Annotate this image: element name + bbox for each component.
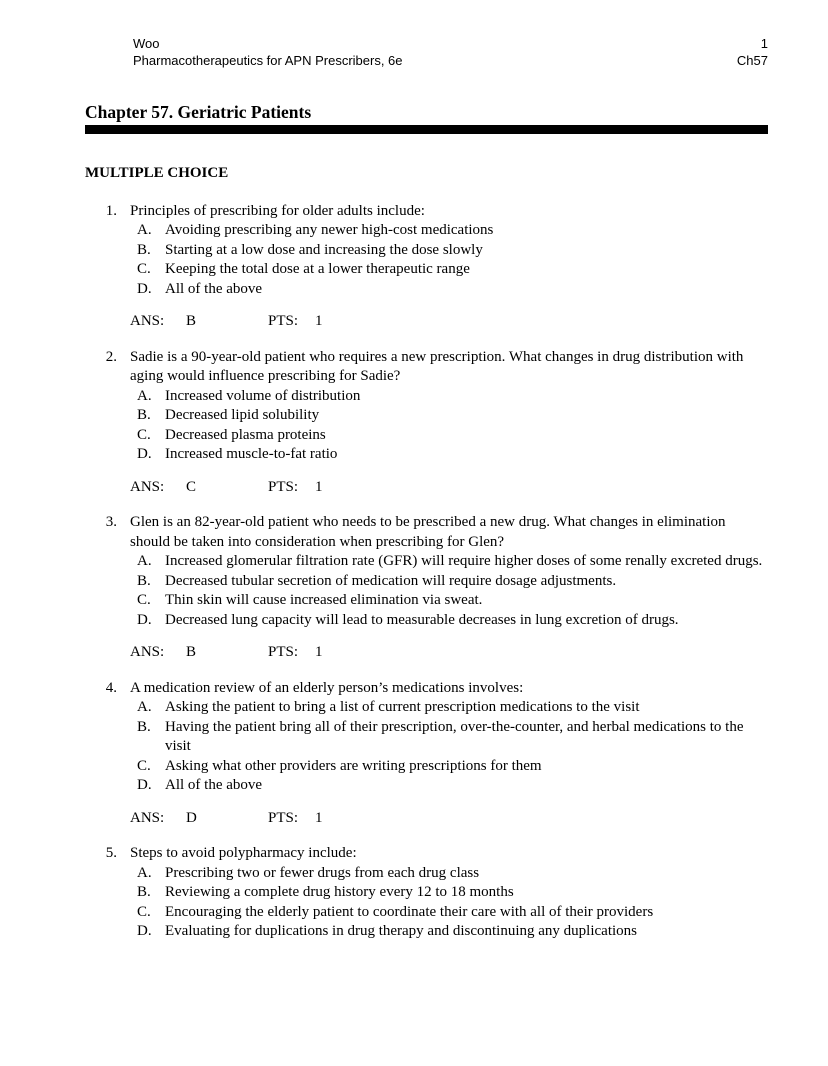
- running-header: [133, 35, 768, 69]
- option-letter: B.: [137, 407, 151, 423]
- question-number: 4.: [105, 679, 117, 696]
- option-row: [130, 406, 768, 426]
- points-value: 1: [315, 478, 323, 495]
- option-text: Encouraging the elderly patient to coordinate their care with all of their providers: [165, 903, 654, 920]
- question-body: [130, 513, 768, 663]
- option-text: Evaluating for duplications in drug therapy and discontinuing any duplications: [165, 923, 637, 939]
- answer-label: ANS:: [130, 644, 165, 660]
- option-text: Decreased lung capacity will lead to measurable decreases in lung excretion of drugs.: [165, 611, 679, 628]
- question-block: [85, 844, 768, 942]
- option-row: [130, 757, 768, 777]
- question-block: [85, 513, 768, 663]
- answer-row: [130, 478, 768, 498]
- section-heading: MULTIPLE CHOICE: [85, 165, 229, 181]
- question-text: Sadie is a 90-year-old patient who requires a new prescription. What changes in drug distribution with aging would influence prescribing for Sadie?: [130, 348, 744, 384]
- option-row: [130, 241, 768, 261]
- option-letter: B.: [137, 884, 151, 900]
- option-letter: A.: [137, 699, 152, 715]
- option-row: [130, 611, 768, 631]
- option-text: Asking what other providers are writing prescriptions for them: [165, 757, 542, 774]
- option-text: Increased muscle-to-fat ratio: [165, 446, 338, 462]
- option-letter: C.: [137, 757, 151, 774]
- question-text: Principles of prescribing for older adults include:: [130, 202, 425, 219]
- header-page-number: 1: [760, 36, 768, 51]
- option-letter: C.: [137, 903, 151, 920]
- option-text: Increased glomerular filtration rate (GFR) will require higher doses of some renally excreted drugs.: [165, 553, 763, 569]
- options-list: [130, 552, 768, 630]
- answer-row: [130, 643, 768, 663]
- option-letter: C.: [137, 261, 151, 277]
- chapter-heading-rule: [85, 125, 768, 134]
- option-text: All of the above: [165, 777, 263, 793]
- option-row: [130, 698, 768, 718]
- option-letter: B.: [137, 241, 151, 258]
- option-row: [130, 591, 768, 611]
- question-block: [85, 348, 768, 498]
- option-letter: D.: [137, 280, 152, 297]
- option-text: Asking the patient to bring a list of current prescription medications to the visit: [165, 699, 640, 715]
- option-letter: B.: [137, 572, 151, 589]
- option-letter: D.: [137, 777, 152, 793]
- options-list: [130, 698, 768, 796]
- answer-label: ANS:: [130, 478, 165, 495]
- question-body: [130, 844, 768, 942]
- header-left: [133, 35, 403, 69]
- option-row: [130, 280, 768, 300]
- option-row: [130, 445, 768, 465]
- options-list: [130, 221, 768, 299]
- points-label: PTS:: [268, 313, 299, 329]
- question-text: Glen is an 82-year-old patient who needs to be prescribed a new drug. What changes in elimination should be taken into consideration when prescribing for Glen?: [130, 514, 726, 550]
- answer-row: [130, 809, 768, 829]
- answer-value: D: [186, 809, 197, 826]
- option-row: [130, 883, 768, 903]
- option-letter: A.: [137, 553, 152, 569]
- option-text: Starting at a low dose and increasing the dose slowly: [165, 241, 483, 258]
- question-number: 5.: [105, 845, 117, 861]
- question-number: 2.: [105, 348, 117, 365]
- answer-value: B: [186, 644, 197, 660]
- option-text: Reviewing a complete drug history every 12 to 18 months: [165, 884, 514, 900]
- option-letter: C.: [137, 592, 151, 608]
- option-letter: A.: [137, 222, 152, 238]
- answer-label: ANS:: [130, 809, 165, 826]
- option-text: Thin skin will cause increased elimination via sweat.: [165, 592, 483, 608]
- points-label: PTS:: [268, 644, 299, 660]
- option-row: [130, 776, 768, 796]
- answer-label: ANS:: [130, 313, 165, 329]
- option-row: [130, 260, 768, 280]
- points-label: PTS:: [268, 809, 299, 826]
- option-text: Keeping the total dose at a lower therapeutic range: [165, 261, 470, 277]
- option-letter: A.: [137, 387, 152, 404]
- option-text: Increased volume of distribution: [165, 387, 361, 404]
- question-body: [130, 202, 768, 332]
- questions-list: [85, 202, 768, 942]
- option-row: [130, 426, 768, 446]
- option-letter: D.: [137, 446, 152, 462]
- chapter-heading: Chapter 57. Geriatric Patients: [85, 102, 312, 122]
- option-text: Prescribing two or fewer drugs from each drug class: [165, 864, 480, 881]
- points-label: PTS:: [268, 478, 299, 495]
- option-letter: B.: [137, 718, 151, 735]
- option-text: All of the above: [165, 280, 263, 297]
- option-row: [130, 922, 768, 942]
- points-value: 1: [315, 313, 323, 329]
- option-letter: C.: [137, 426, 151, 443]
- question-block: [85, 202, 768, 332]
- options-list: [130, 864, 768, 942]
- option-row: [130, 903, 768, 923]
- option-row: [130, 572, 768, 592]
- question-number: 1.: [105, 202, 117, 219]
- points-value: 1: [315, 809, 323, 826]
- header-author: Woo: [133, 36, 160, 51]
- header-book-title: Pharmacotherapeutics for APN Prescribers, 6e: [133, 53, 403, 68]
- option-letter: D.: [137, 923, 152, 939]
- option-row: [130, 864, 768, 884]
- question-block: [85, 679, 768, 829]
- option-letter: A.: [137, 864, 152, 881]
- answer-value: B: [186, 313, 197, 329]
- option-row: [130, 387, 768, 407]
- option-text: Decreased lipid solubility: [165, 407, 320, 423]
- option-text: Decreased tubular secretion of medication will require dosage adjustments.: [165, 572, 617, 589]
- option-row: [130, 221, 768, 241]
- question-text: Steps to avoid polypharmacy include:: [130, 845, 357, 861]
- answer-value: C: [186, 478, 197, 495]
- answer-row: [130, 312, 768, 332]
- option-row: [130, 552, 768, 572]
- options-list: [130, 387, 768, 465]
- option-text: Decreased plasma proteins: [165, 426, 326, 443]
- points-value: 1: [315, 644, 323, 660]
- option-text: Having the patient bring all of their prescription, over-the-counter, and herbal medications to the visit: [165, 718, 744, 754]
- header-right: [737, 35, 768, 69]
- question-body: [130, 679, 768, 829]
- header-chapter-code: Ch57: [736, 53, 768, 68]
- question-number: 3.: [105, 514, 117, 530]
- option-text: Avoiding prescribing any newer high-cost medications: [165, 222, 494, 238]
- question-text: A medication review of an elderly person’s medications involves:: [130, 679, 524, 696]
- question-body: [130, 348, 768, 498]
- option-row: [130, 718, 768, 757]
- option-letter: D.: [137, 611, 152, 628]
